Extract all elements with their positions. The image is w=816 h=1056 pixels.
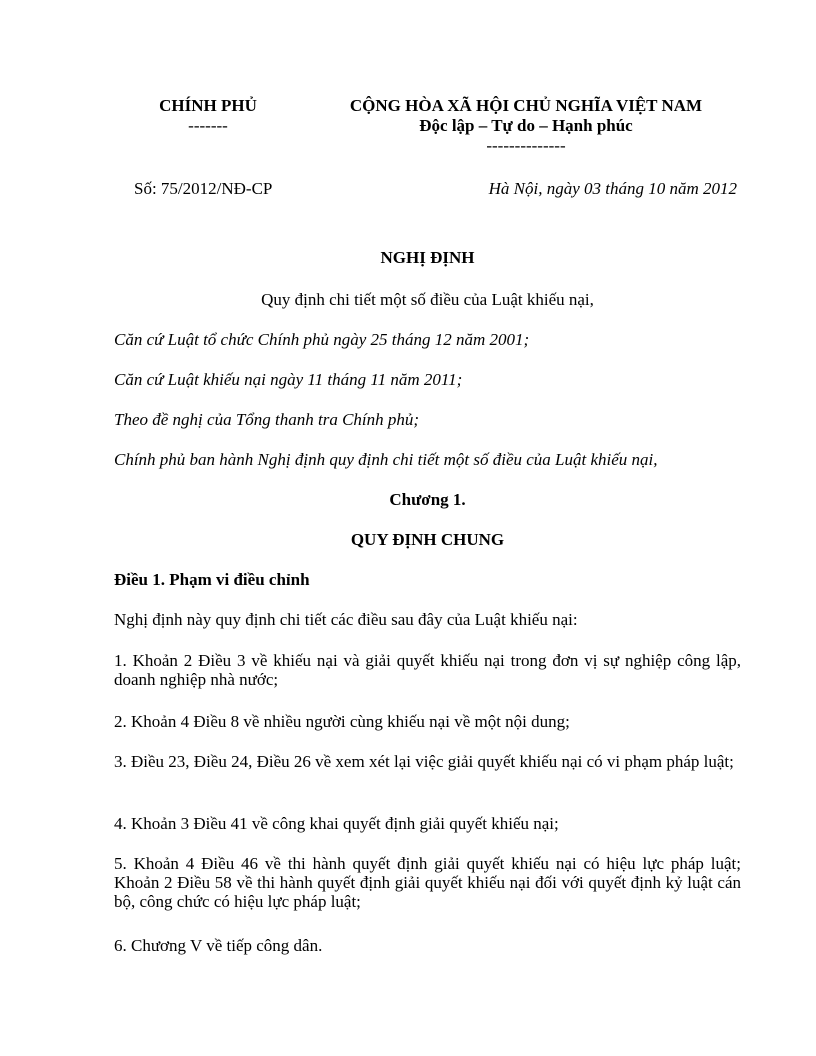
document-title: NGHỊ ĐỊNH: [380, 248, 475, 267]
article-item: 5. Khoản 4 Điều 46 về thi hành quyết định giải quyết khiếu nại có hiệu lực pháp luật; Khoản 2 Điều 58 về thi hành quyết định giải quyết khiếu nại đối với quyết định kỷ luật cán bộ, công chức có hiệu lực pháp luật;: [114, 854, 741, 911]
article-item: 4. Khoản 3 Điều 41 về công khai quyết định giải quyết khiếu nại;: [114, 814, 559, 833]
article-intro: Nghị định này quy định chi tiết các điều sau đây của Luật khiếu nại:: [114, 610, 578, 629]
national-title-rule: --------------: [486, 136, 566, 155]
national-title: CỘNG HÒA XÃ HỘI CHỦ NGHĨA VIỆT NAM: [349, 96, 703, 115]
article-item: 1. Khoản 2 Điều 3 về khiếu nại và giải quyết khiếu nại trong đơn vị sự nghiệp công lập, doanh nghiệp nhà nước;: [114, 651, 741, 689]
preamble-line-3: Theo đề nghị của Tổng thanh tra Chính phủ;: [114, 410, 420, 429]
article-item: 3. Điều 23, Điều 24, Điều 26 về xem xét lại việc giải quyết khiếu nại có vi phạm pháp luật;: [114, 752, 734, 771]
issuing-authority-block: [140, 96, 276, 136]
document-number: Số: 75/2012/NĐ-CP: [134, 179, 273, 198]
issuing-authority-rule: -------: [188, 116, 228, 135]
chapter-title: QUY ĐỊNH CHUNG: [350, 530, 505, 549]
issuing-authority: CHÍNH PHỦ: [159, 96, 257, 115]
preamble-line-4: Chính phủ ban hành Nghị định quy định chi tiết một số điều của Luật khiếu nại,: [114, 450, 658, 469]
document-subtitle: Quy định chi tiết một số điều của Luật khiếu nại,: [261, 290, 594, 309]
national-motto: Độc lập – Tự do – Hạnh phúc: [419, 116, 633, 135]
chapter-number: Chương 1.: [389, 490, 466, 509]
article-item: 6. Chương V về tiếp công dân.: [114, 936, 323, 955]
article-item: 2. Khoản 4 Điều 8 về nhiều người cùng khiếu nại về một nội dung;: [114, 712, 570, 731]
preamble-line-2: Căn cứ Luật khiếu nại ngày 11 tháng 11 năm 2011;: [114, 370, 463, 389]
preamble-line-1: Căn cứ Luật tổ chức Chính phủ ngày 25 tháng 12 năm 2001;: [114, 330, 530, 349]
national-title-block: [318, 96, 734, 156]
article-heading: Điều 1. Phạm vi điều chỉnh: [114, 570, 310, 589]
place-and-date: Hà Nội, ngày 03 tháng 10 năm 2012: [488, 179, 737, 198]
